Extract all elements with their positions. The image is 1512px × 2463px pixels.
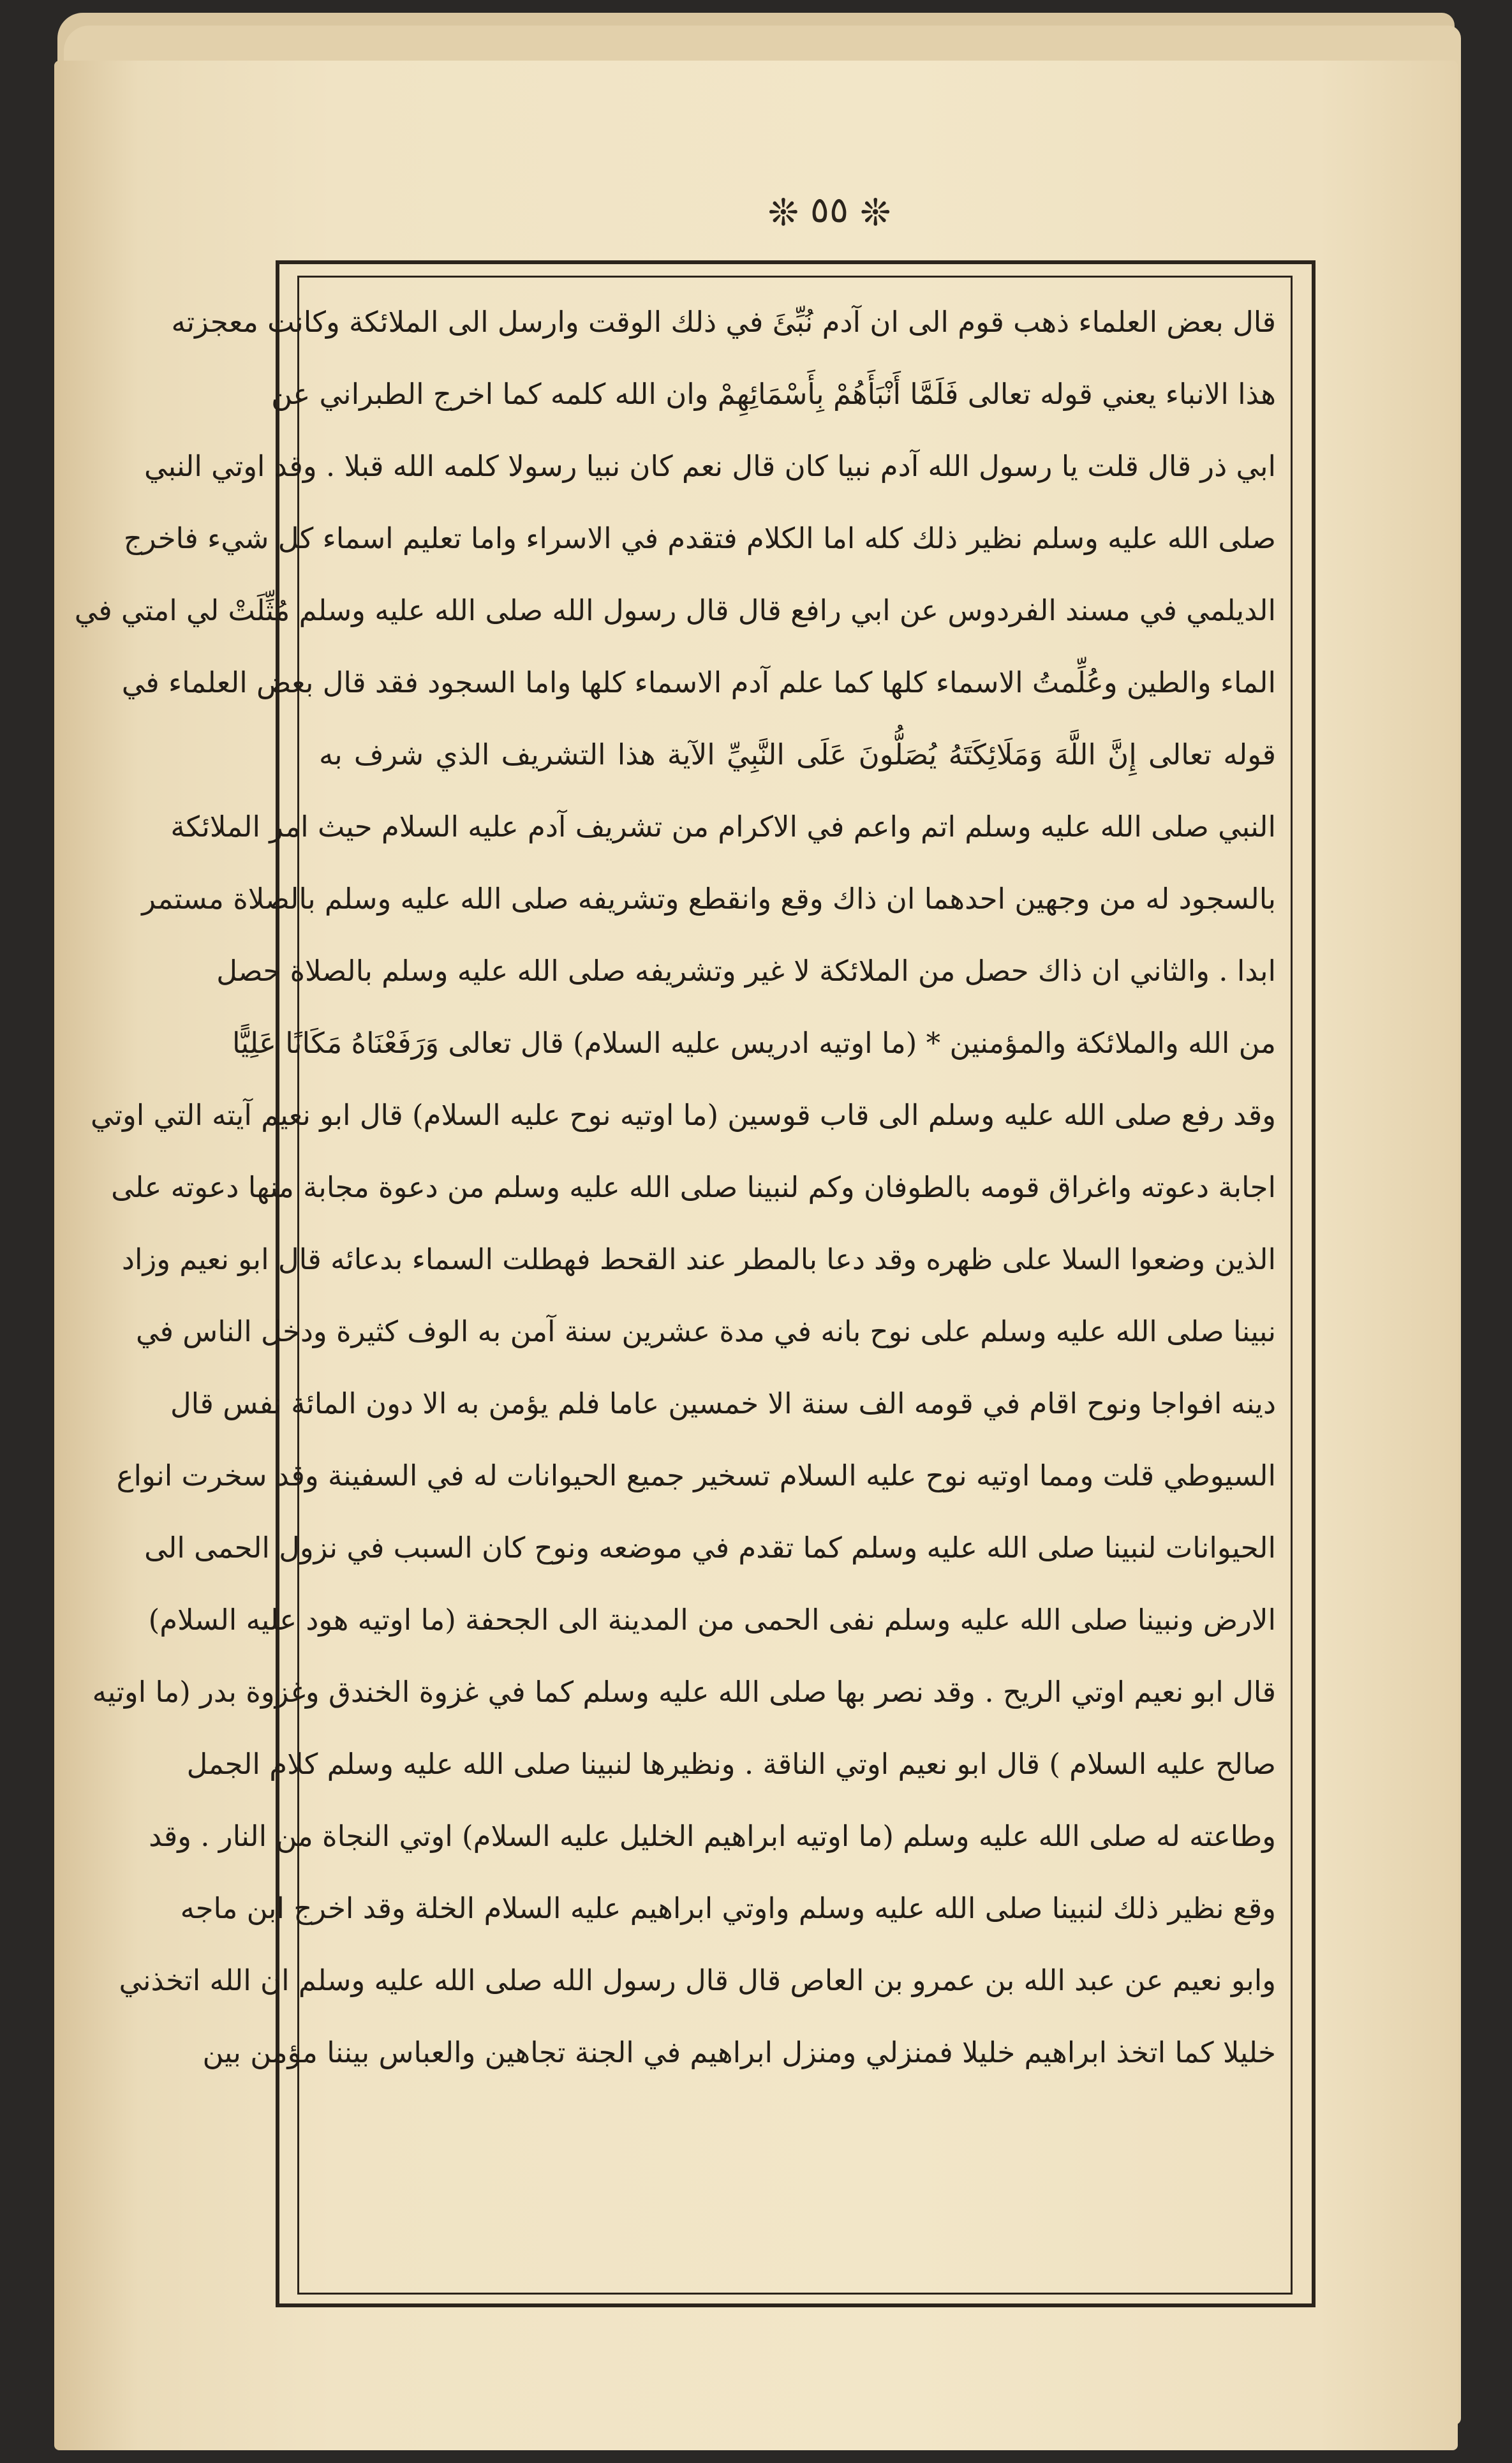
- ornament-icon: ❊: [859, 190, 891, 234]
- text-line: دينه افواجا ونوح اقام في قومه الف سنة الا خمسين عاما فلم يؤمن به الا دون المائة نفس قال: [170, 1387, 1276, 1420]
- page-number: ٥٥: [810, 190, 849, 231]
- text-line: نبينا صلى الله عليه وسلم على نوح بانه في مدة عشرين سنة آمن به الوف كثيرة ودخل الناس في: [135, 1314, 1276, 1348]
- text-line: اجابة دعوته واغراق قومه بالطوفان وكم لنبينا صلى الله عليه وسلم من دعوة مجابة منها دعوته على: [111, 1170, 1276, 1204]
- text-line: وطاعته له صلى الله عليه وسلم (ما اوتيه ابراهيم الخليل عليه السلام) اوتي النجاة من النار . وقد: [149, 1819, 1276, 1853]
- text-line: قال ابو نعيم اوتي الريح . وقد نصر بها صلى الله عليه وسلم كما في غزوة الخندق وغزوة بدر (ما اوتيه: [92, 1675, 1276, 1709]
- text-line: الارض ونبينا صلى الله عليه وسلم نفى الحمى من المدينة الى الجحفة (ما اوتيه هود عليه السلام): [148, 1603, 1276, 1637]
- text-line: وقد رفع صلى الله عليه وسلم الى قاب قوسين (ما اوتيه نوح عليه السلام) قال ابو نعيم آيته التي اوتي: [90, 1098, 1276, 1132]
- text-line: الذين وضعوا السلا على ظهره وقد دعا بالمطر عند القحط فهطلت السماء بدعائه قال ابو نعيم وزاد: [121, 1242, 1276, 1276]
- text-line: السيوطي قلت ومما اوتيه نوح عليه السلام تسخير جميع الحيوانات له في السفينة وقد سخرت انواع: [116, 1459, 1276, 1492]
- text-line: قوله تعالى إِنَّ اللَّهَ وَمَلَائِكَتَهُ يُصَلُّونَ عَلَى النَّبِيِّ الآية هذا التشريف الذي شرف به: [319, 738, 1276, 771]
- text-line: قال بعض العلماء ذهب قوم الى ان آدم نُبِّئَ في ذلك الوقت وارسل الى الملائكة وكانت معجزته: [171, 305, 1276, 339]
- main-text: [74, 286, 1276, 2283]
- text-line: بالسجود له من وجهين احدهما ان ذاك وقع وانقطع وتشريفه صلى الله عليه وسلم بالصلاة مستمر: [142, 882, 1276, 916]
- text-line: الديلمي في مسند الفردوس عن ابي رافع قال قال رسول الله صلى الله عليه وسلم مُثِّلَتْ لي امتي في: [74, 593, 1276, 627]
- text-line: وقع نظير ذلك لنبينا صلى الله عليه وسلم واوتي ابراهيم عليه السلام الخلة وقد اخرج ابن ماجه: [180, 1891, 1276, 1925]
- ornament-icon: ❊: [767, 190, 799, 234]
- text-line: خليلا كما اتخذ ابراهيم خليلا فمنزلي ومنزل ابراهيم في الجنة تجاهين والعباس بيننا مؤمن بين: [202, 2035, 1276, 2069]
- text-line: وابو نعيم عن عبد الله بن عمرو بن العاص قال قال رسول الله صلى الله عليه وسلم ان الله اتخذني: [119, 1963, 1276, 1997]
- text-line: صلى الله عليه وسلم نظير ذلك كله اما الكلام فتقدم في الاسراء واما تعليم اسماء كل شيء فاخرج: [123, 521, 1276, 555]
- text-line: من الله والملائكة والمؤمنين * (ما اوتيه ادريس عليه السلام) قال تعالى وَرَفَعْنَاهُ مَكَانًا عَلِيًّا: [232, 1026, 1276, 1060]
- text-line: ابي ذر قال قلت يا رسول الله آدم نبيا كان قال نعم كان نبيا رسولا كلمه الله قبلا . وقد اوتي النبي: [144, 449, 1276, 483]
- text-line: الماء والطين وعُلِّمتُ الاسماء كلها كما علم آدم الاسماء كلها واما السجود فقد قال بعض العلماء في: [121, 666, 1276, 699]
- text-line: صالح عليه السلام ) قال ابو نعيم اوتي الناقة . ونظيرها لنبينا صلى الله عليه وسلم كلام الجمل: [186, 1747, 1276, 1781]
- text-line: ابدا . والثاني ان ذاك حصل من الملائكة لا غير وتشريفه صلى الله عليه وسلم بالصلاة حصل: [216, 954, 1276, 988]
- text-line: النبي صلى الله عليه وسلم اتم واعم في الاكرام من تشريف آدم عليه السلام حيث امر الملائكة: [170, 810, 1276, 844]
- text-line: هذا الانباء يعني قوله تعالى فَلَمَّا أَنْبَأَهُمْ بِأَسْمَائِهِمْ وان الله كلمه كما اخرج الطبراني عن: [271, 377, 1276, 411]
- page-number-header: [753, 185, 906, 236]
- text-line: الحيوانات لنبينا صلى الله عليه وسلم كما تقدم في موضعه ونوح كان السبب في نزول الحمى الى: [144, 1531, 1276, 1565]
